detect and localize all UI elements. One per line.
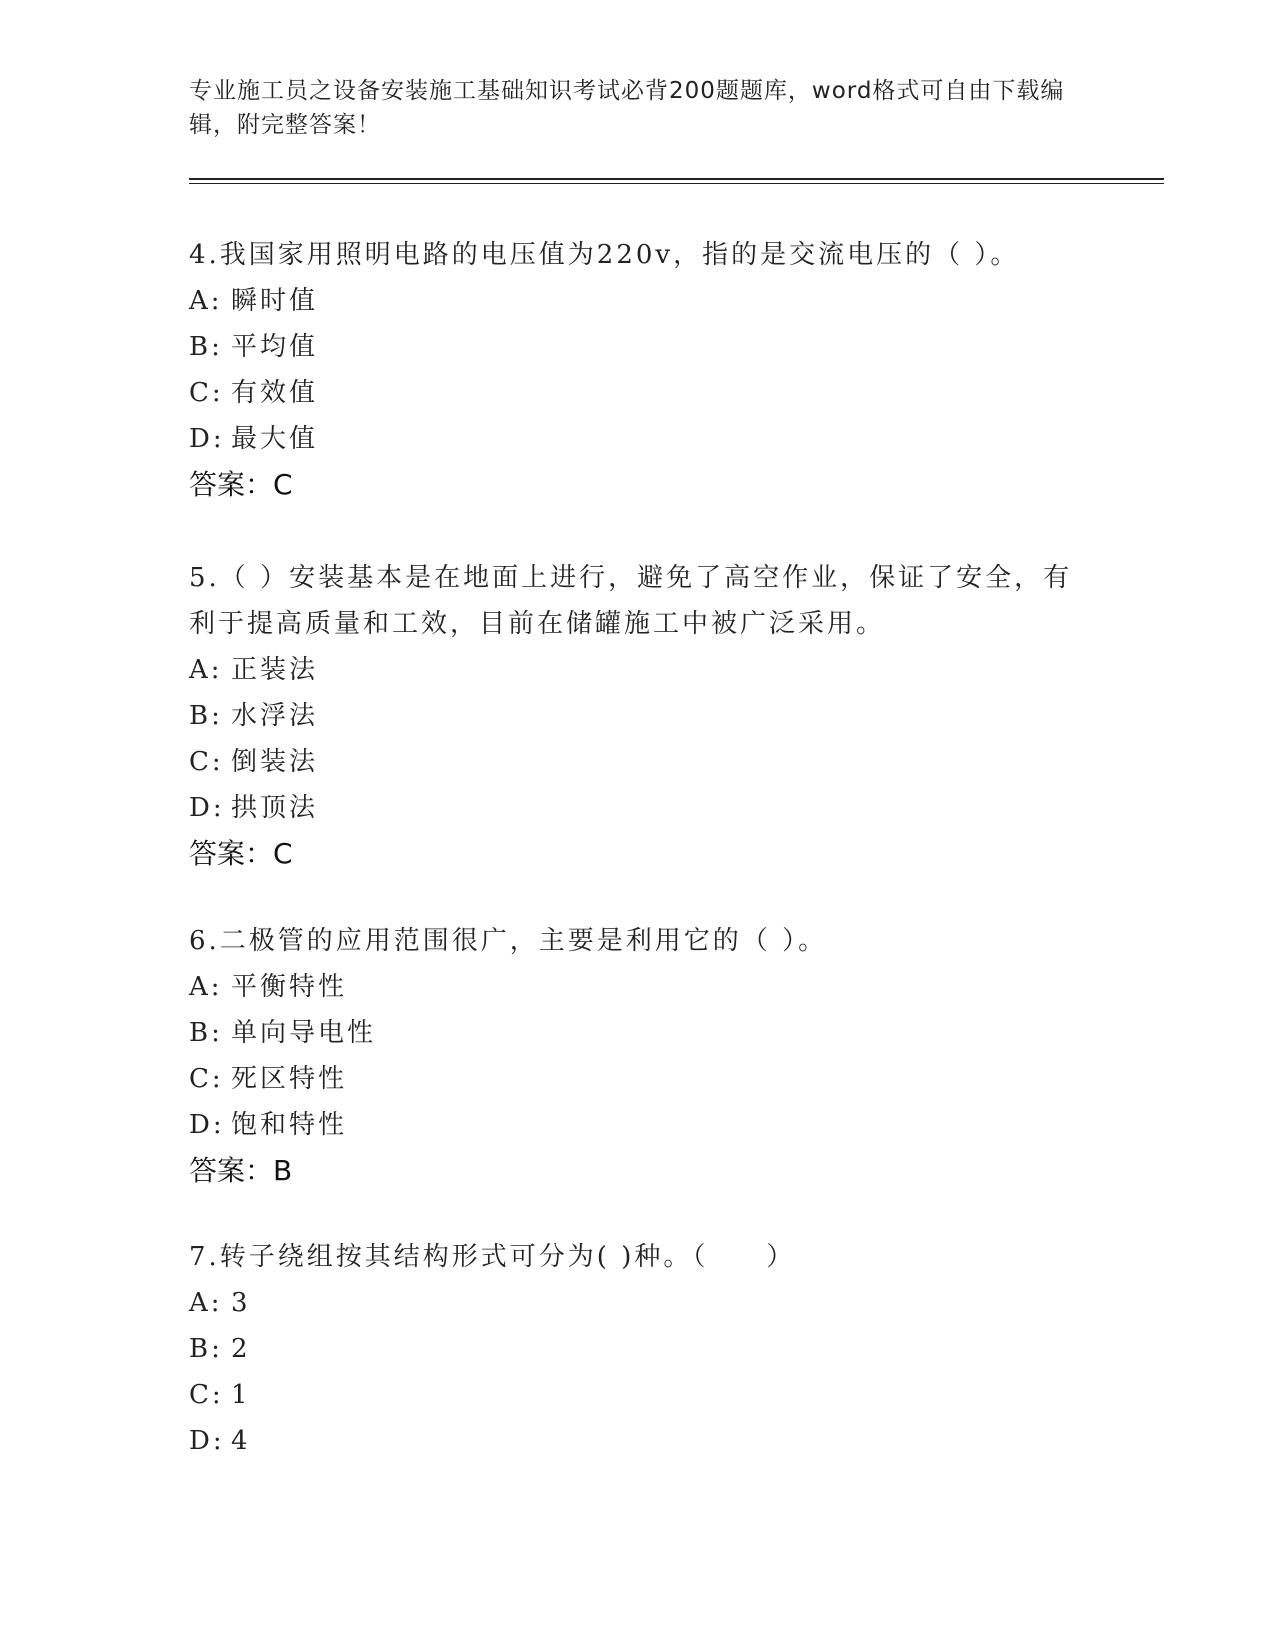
- answer-label: 答案：C: [189, 837, 293, 870]
- option-c: [189, 370, 1089, 416]
- question-stem: 7.转子绕组按其结构形式可分为( )种。（ ）: [189, 1242, 796, 1272]
- option-a: [189, 278, 1089, 324]
- question-5: [189, 555, 1089, 877]
- option-key: A:: [189, 655, 223, 685]
- option-text: 拱顶法: [231, 793, 319, 823]
- document-header: 专业施工员之设备安装施工基础知识考试必背200题题库，word格式可自由下载编辑，附完整答案！: [189, 78, 1065, 138]
- option-b: [189, 1010, 1089, 1056]
- question-stem: 6.二极管的应用范围很广，主要是利用它的（ ）。: [189, 926, 828, 956]
- option-key: D:: [189, 424, 225, 454]
- option-text: 3: [231, 1288, 251, 1318]
- answer-label: 答案：B: [189, 1154, 293, 1187]
- option-text: 瞬时值: [231, 286, 319, 316]
- option-text: 平衡特性: [231, 972, 348, 1002]
- option-key: C:: [189, 1064, 224, 1094]
- option-key: D:: [189, 1110, 225, 1140]
- option-key: A:: [189, 972, 223, 1002]
- option-text: 有效值: [231, 378, 319, 408]
- header-divider-thin: [189, 183, 1164, 184]
- option-text: 水浮法: [231, 701, 319, 731]
- option-text: 倒装法: [231, 747, 319, 777]
- option-a: [189, 964, 1089, 1010]
- option-key: C:: [189, 747, 224, 777]
- question-7: [189, 1234, 1089, 1464]
- option-text: 死区特性: [231, 1064, 348, 1094]
- question-6: [189, 918, 1089, 1194]
- option-a: [189, 647, 1089, 693]
- header-divider-thick: [189, 178, 1164, 180]
- option-text: 单向导电性: [231, 1018, 377, 1048]
- option-text: 1: [231, 1380, 251, 1410]
- answer-label: 答案：C: [189, 468, 293, 501]
- option-text: 平均值: [231, 332, 319, 362]
- question-4: [189, 232, 1089, 508]
- option-key: B:: [189, 332, 223, 362]
- option-b: [189, 693, 1089, 739]
- option-key: D:: [189, 793, 225, 823]
- option-d: [189, 1418, 1089, 1464]
- option-text: 最大值: [231, 424, 319, 454]
- option-text: 正装法: [231, 655, 319, 685]
- option-key: C:: [189, 378, 224, 408]
- option-c: [189, 1372, 1089, 1418]
- option-b: [189, 324, 1089, 370]
- option-c: [189, 739, 1089, 785]
- option-d: [189, 416, 1089, 462]
- option-b: [189, 1326, 1089, 1372]
- option-key: C:: [189, 1380, 224, 1410]
- option-d: [189, 1102, 1089, 1148]
- option-a: [189, 1280, 1089, 1326]
- option-text: 饱和特性: [231, 1110, 348, 1140]
- option-key: A:: [189, 286, 223, 316]
- option-c: [189, 1056, 1089, 1102]
- option-key: B:: [189, 701, 223, 731]
- option-key: B:: [189, 1334, 223, 1364]
- option-text: 4: [231, 1426, 251, 1456]
- question-stem-line-1: 5.（ ）安装基本是在地面上进行，避免了高空作业，保证了安全，有: [189, 563, 1073, 593]
- option-key: B:: [189, 1018, 223, 1048]
- option-d: [189, 785, 1089, 831]
- question-stem-line-2: 利于提高质量和工效，目前在储罐施工中被广泛采用。: [189, 609, 886, 639]
- option-key: D:: [189, 1426, 225, 1456]
- option-key: A:: [189, 1288, 223, 1318]
- question-stem: 4.我国家用照明电路的电压值为220v，指的是交流电压的（ ）。: [189, 240, 1020, 270]
- option-text: 2: [231, 1334, 251, 1364]
